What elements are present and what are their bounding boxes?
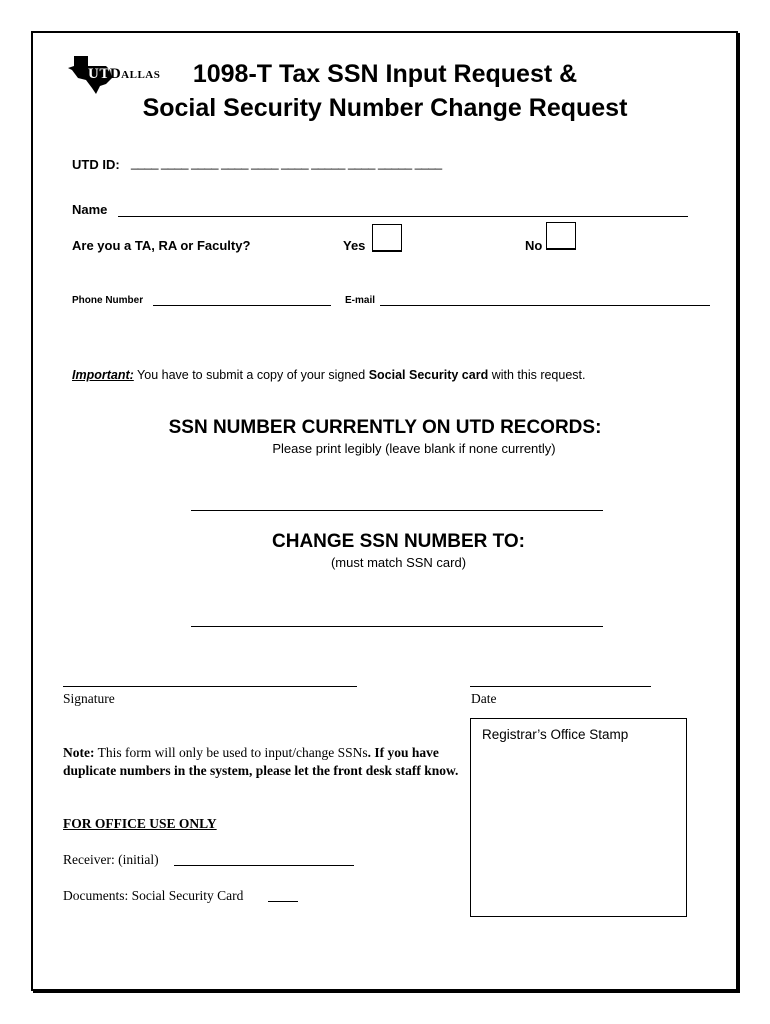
note-text: Note: This form will only be used to input/change SSNs. If you have duplicate numbers in the system, please let the front desk staff know. bbox=[63, 745, 459, 778]
form-title-line1: 1098-T Tax SSN Input Request & bbox=[192, 60, 578, 88]
current-ssn-heading: SSN NUMBER CURRENTLY ON UTD RECORDS: bbox=[168, 417, 602, 438]
date-label: Date bbox=[471, 691, 497, 706]
yes-label: Yes bbox=[343, 238, 366, 253]
utd-id-blanks[interactable]: ____ ____ ____ ____ ____ ____ _____ ____ _____ ____ bbox=[131, 155, 442, 170]
receiver-label: Receiver: (initial) bbox=[63, 852, 159, 867]
phone-label: Phone Number bbox=[72, 295, 144, 306]
signature-label: Signature bbox=[63, 691, 115, 706]
signature-field[interactable] bbox=[63, 686, 357, 687]
stamp-label: Registrar’s Office Stamp bbox=[482, 727, 629, 742]
current-ssn-field[interactable] bbox=[191, 510, 603, 511]
receiver-field[interactable] bbox=[174, 865, 354, 866]
change-ssn-heading: CHANGE SSN NUMBER TO: bbox=[272, 531, 525, 552]
name-field[interactable] bbox=[118, 216, 688, 217]
office-use-heading: FOR OFFICE USE ONLY bbox=[63, 816, 217, 831]
form-title-line2: Social Security Number Change Request bbox=[142, 94, 628, 122]
no-label: No bbox=[525, 238, 543, 253]
current-ssn-subtext: Please print legibly (leave blank if none currently) bbox=[272, 441, 556, 456]
name-label: Name bbox=[72, 202, 108, 217]
phone-field[interactable] bbox=[153, 305, 331, 306]
date-field[interactable] bbox=[470, 686, 651, 687]
change-ssn-subtext: (must match SSN card) bbox=[330, 555, 467, 570]
email-label: E-mail bbox=[345, 295, 376, 306]
logo-text: UTDallas bbox=[88, 66, 161, 82]
no-checkbox[interactable] bbox=[546, 222, 576, 250]
important-notice: Important: You have to submit a copy of your signed Social Security card with this request. bbox=[72, 368, 586, 382]
new-ssn-field[interactable] bbox=[191, 626, 603, 627]
registrar-stamp-box bbox=[470, 718, 687, 917]
documents-label: Documents: Social Security Card bbox=[63, 888, 244, 903]
documents-field[interactable] bbox=[268, 901, 298, 902]
email-field[interactable] bbox=[380, 305, 710, 306]
utd-id-label: UTD ID: bbox=[72, 157, 120, 172]
yes-checkbox[interactable] bbox=[372, 224, 402, 252]
ta-question-label: Are you a TA, RA or Faculty? bbox=[72, 238, 251, 253]
